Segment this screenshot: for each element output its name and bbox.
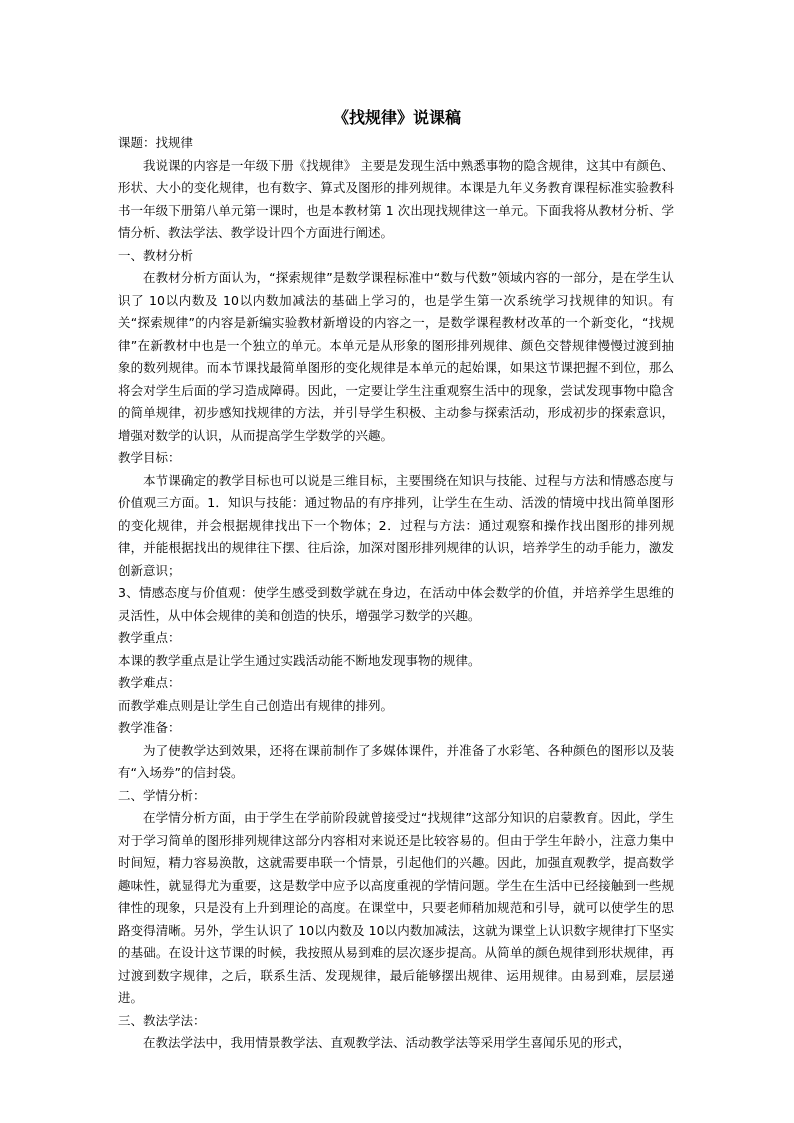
preparation-paragraph: 为了使教学达到效果，还将在课前制作了多媒体课件，并准备了水彩笔、各种颜色的图形以及装有“入场券”的信封袋。	[118, 742, 674, 780]
teaching-goals-item-3: 3、情感态度与价值观：使学生感受到数学就在身边，在活动中体会数学的价值，并培养学生思维的灵活性，从中体会规律的美和创造的快乐，增强学习数学的兴趣。	[118, 585, 674, 623]
section-heading-textbook-analysis: 一、教材分析	[118, 247, 194, 263]
topic-line: 课题：找规律	[118, 135, 194, 150]
teaching-goals-paragraph: 本节课确定的教学目标也可以说是三维目标，主要围绕在知识与技能、过程与方法和情感态度与价值观三方面。1．知识与技能：通过物品的有序排列，让学生在生动、活泼的情境中找出简单图形的变化规律，并会根据规律找出下一个物体；2．过程与方法：通过观察和操作找出图形的排列规律，并能根据找出的规律往下摆、往后涂，加深对图形排列规律的认识，培养学生的动手能力，激发创新意识；	[118, 472, 674, 578]
textbook-analysis-paragraph: 在教材分析方面认为，“探索规律”是数学课程标准中“数与代数”领域内容的一部分，是在学生认识了 10以内数及 10以内数加减法的基础上学习的，也是学生第一次系统学习找规律的知识。有关“探索规律”的内容是新编实验教材新增设的内容之一，是数学课程教材改革的一个新变化，“找规律”在新教材中也是一个独立的单元。本单元是从形象的图形排列规律、颜色交替规律慢慢过渡到抽象的数列规律。而本节课找最简单图形的变化规律是本单元的起始课，如果这节课把握不到位，那么将会对学生后面的学习造成障碍。因此，一定要让学生注重观察生活中的现象，尝试发现事物中隐含的简单规律，初步感知找规律的方法，并引导学生积极、主动参与探索活动，形成初步的探索意识，增强对数学的认识，从而提高学生学数学的兴趣。	[118, 270, 674, 443]
difficulty-text: 而教学难点则是让学生自己创造出有规律的排列。	[118, 697, 394, 713]
student-analysis-paragraph: 在学情分析方面，由于学生在学前阶段就曾接受过“找规律”这部分知识的启蒙教育。因此，学生对于学习简单的图形排列规律这部分内容相对来说还是比较容易的。但由于学生年龄小，注意力集中时间短，精力容易涣散，这就需要串联一个情景，引起他们的兴趣。因此，加强直观教学，提高数学趣味性，就显得尤为重要，这是数学中应予以高度重视的学情问题。学生在生活中已经接触到一些规律性的现象，只是没有上升到理论的高度。在课堂中，只要老师稍加规范和引导，就可以使学生的思路变得清晰。另外，学生认识了 10以内数及 10以内数加减法，这就为课堂上认识数字规律打下坚实的基础。在设计这节课的时候，我按照从易到难的层次逐步提高。从简单的颜色规律到形状规律，再过渡到数字规律，之后，联系生活、发现规律，最后能够摆出规律、运用规律。由易到难，层层递进。	[118, 810, 674, 1005]
document-page	[118, 104, 674, 1055]
section-heading-student-analysis: 二、学情分析：	[118, 787, 206, 803]
teaching-goals-heading: 教学目标：	[118, 450, 181, 465]
key-point-heading: 教学重点：	[118, 630, 181, 645]
methods-paragraph: 在教法学法中，我用情景教学法、直观教学法、活动教学法等采用学生喜闻乐见的形式，	[143, 1035, 631, 1050]
section-heading-methods: 三、教法学法：	[118, 1012, 206, 1028]
difficulty-heading: 教学难点：	[118, 675, 181, 690]
document-title: 《找规律》说课稿	[332, 108, 461, 127]
preparation-heading: 教学准备：	[118, 720, 181, 735]
key-point-text: 本课的教学重点是让学生通过实践活动能不断地发现事物的规律。	[118, 652, 481, 668]
intro-paragraph: 我说课的内容是一年级下册《找规律》 主要是发现生活中熟悉事物的隐含规律，这其中有颜色、形状、大小的变化规律，也有数字、算式及图形的排列规律。本课是九年义务教育课程标准实验教科书一年级下册第八单元第一课时，也是本教材第 1 次出现找规律这一单元。下面我将从教材分析、学情分析、教法学法、教学设计四个方面进行阐述。	[118, 157, 674, 240]
